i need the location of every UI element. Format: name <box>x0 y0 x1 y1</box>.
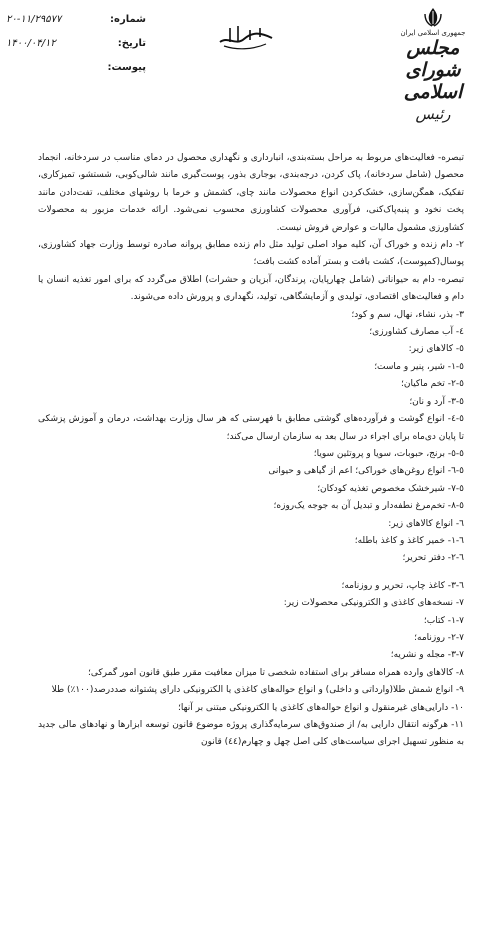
body-paragraph: ٥-٤- انواع گوشت و فرآورده‌های گوشتی مطابق با فهرستی که هر سال وزارت بهداشت، درمان و آموزش پزشکی تا پایان دی‌ماه برای اجراء در سال بعد به سازمان ارسال می‌کند؛ <box>38 414 464 442</box>
body-paragraph: ١٠- دارایی‌های غیرمنقول و انواع حواله‌های کاغذی یا الکترونیکی مبتنی بر آنها؛ <box>177 702 464 713</box>
body-paragraph: ٧-٣- مجله و نشریه؛ <box>390 650 464 661</box>
body-paragraph: ٥-٦- انواع روغن‌های خوراکی؛ اعم از گیاهی و حیوانی <box>268 466 464 477</box>
body-paragraph: ٥-١- شیر، پنیر و ماست؛ <box>374 361 464 372</box>
body-paragraph: ٤- آب مصارف کشاورزی؛ <box>369 327 464 338</box>
body-paragraph: ٧- نسخه‌های کاغذی و الکترونیکی محصولات زیر: <box>283 598 464 609</box>
body-paragraph: ٥-٢- تخم ماکیان؛ <box>401 379 464 390</box>
body-paragraph: ٧-٢- روزنامه؛ <box>414 632 464 643</box>
body-paragraph: ٧-١- کتاب؛ <box>423 615 464 626</box>
parliament-logo <box>378 6 488 124</box>
body-paragraph: ٥-٣- آرد و نان؛ <box>409 396 464 407</box>
body-paragraph: تبصره- فعالیت‌های مربوط به مراحل بسته‌بندی، انبارداری و نگهداری محصول در دمای مناسب در سردخانه، انجماد محصول (شامل سردخانه)، پاک کردن، درجه‌بندی، بوجاری بذور، پوست‌گیری مانند شالی‌کوبی، شستشو، تمیزکاری، تفکیک، همگن‌سازی، خشک‌کردن انواع محصولات مانند چای، کشمش و خرما با روشهای مختلف، تفت‌دادن مانند پخت نخود و پنبه‌پاک‌کنی، فرآوری محصولات کشاورزی محسوب نمی‌شود. ارائه خدمات مزبور به محصولات کشاورزی مشمول مالیات و عوارض فروش نیست. <box>38 153 464 233</box>
letter-number-row <box>6 8 146 32</box>
letter-body <box>38 150 464 752</box>
body-paragraph: ٩- انواع شمش طلا(وارداتی و داخلی) و انواع حواله‌های کاغذی یا الکترونیکی دارای پشتوانه صددرصد(۱۰۰٪) طلا <box>51 685 464 696</box>
body-paragraph: ۳- بذر، نشاء، نهال، سم و کود؛ <box>351 309 464 320</box>
body-paragraph: ٥-٧- شیرخشک مخصوص تغذیه کودکان؛ <box>317 483 464 494</box>
number-label: شماره: <box>110 14 146 25</box>
letter-attachment-row <box>6 56 146 80</box>
iran-emblem-icon <box>422 6 444 28</box>
body-paragraph: ٥-٥- برنج، حبوبات، سویا و پروتئین سویا؛ <box>313 448 464 459</box>
body-paragraph: ٦-١- خمیر کاغذ و کاغذ باطله؛ <box>354 535 464 546</box>
body-paragraph: ٦-٢- دفتر تحریر؛ <box>402 553 464 564</box>
body-paragraph: تبصره- دام به حیواناتی (شامل چهارپایان، پرندگان، آبزیان و حشرات) اطلاق می‌گردد که برای امور تغذیه انسان یا دام و فعالیت‌های اقتصادی، تولیدی و آزمایشگاهی، تولید، نگهداری و پرورش داده می‌شوند. <box>38 274 464 303</box>
letter-meta <box>6 8 146 80</box>
org-country: جمهوری اسلامی ایران <box>400 29 466 37</box>
attachment-label: پیوست: <box>107 62 146 73</box>
date-label: تاریخ: <box>117 38 146 49</box>
number-value: ۲۰-۱۱/۲۹۵۷۷ <box>6 14 62 25</box>
body-paragraph: ۲- دام زنده و خوراک آن، کلیه مواد اصلی تولید مثل دام زنده مطابق پروانه صادره توسط وزارت جهاد کشاورزی، پوسال(کمپوست)، کشت بافت و بستر آماده کشت بافت؛ <box>38 240 464 268</box>
paragraph-spacer <box>38 568 464 578</box>
body-paragraph: ٥-٨- تخم‌مرغ نطفه‌دار و تبدیل آن به جوجه یک‌روزه؛ <box>273 501 464 512</box>
body-paragraph: ٦- انواع کالاهای زیر: <box>388 518 464 529</box>
org-name: مجلس شورای اسلامی <box>403 37 463 103</box>
letter-date-row <box>6 32 146 56</box>
body-paragraph: ٨- کالاهای وارده همراه مسافر برای استفاده شخصی تا میزان معافیت مقرر طبق قانون امور گمرکی؛ <box>88 667 464 678</box>
body-paragraph: ١١- هرگونه انتقال دارایی به/ از صندوق‌های سرمایه‌گذاری پروژه موضوع قانون توسعه ابزارها و نهادهای مالی جدید به منظور تسهیل اجرای سیاست‌های کلی اصل چهل و چهارم(٤٤) قانون <box>38 720 464 748</box>
date-value: ۱۴۰۰/۰۴/۱۲ <box>6 38 56 49</box>
org-role: رئیس <box>415 105 451 123</box>
basmala-calligraphy-icon <box>216 22 276 52</box>
body-paragraph: ٦-٣- کاغذ چاپ، تحریر و روزنامه؛ <box>341 580 464 591</box>
body-paragraph: ٥- کالاهای زیر: <box>408 344 464 355</box>
